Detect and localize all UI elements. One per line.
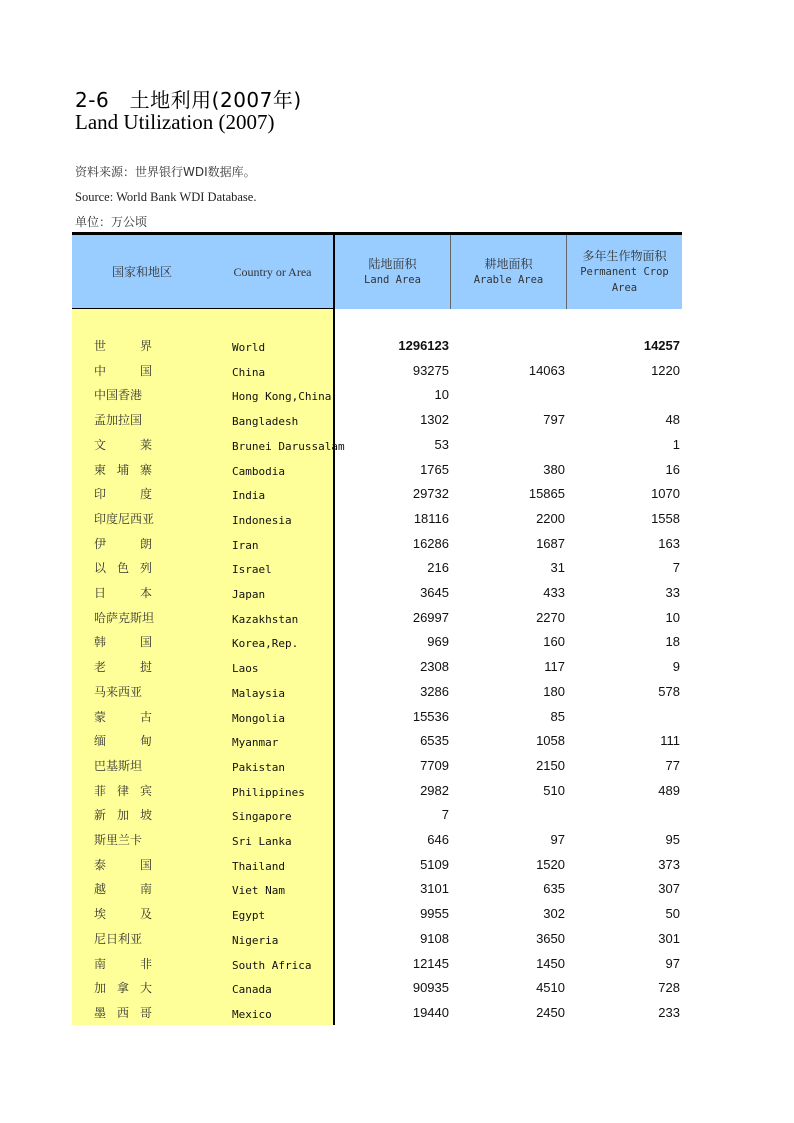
permanent-crop-area-value: 18 — [665, 634, 680, 650]
header-crop-area — [567, 235, 682, 309]
country-name-en: Cambodia — [232, 464, 285, 478]
arable-area-value: 160 — [543, 634, 565, 650]
land-utilization-table — [72, 232, 682, 1025]
arable-area-value: 2200 — [536, 510, 565, 526]
header-crop-en1: Permanent Crop — [580, 266, 669, 278]
country-name-en: Myanmar — [232, 736, 279, 750]
arable-area-value: 117 — [544, 659, 565, 675]
permanent-crop-area-value: 373 — [658, 856, 680, 872]
land-area-value: 53 — [434, 436, 449, 452]
country-name-en: World — [232, 341, 266, 354]
arable-area-value: 1687 — [536, 535, 565, 551]
land-area-value: 1302 — [420, 412, 449, 428]
table-row — [72, 902, 682, 927]
land-area-value: 3101 — [420, 881, 449, 897]
land-area-value: 5109 — [420, 856, 449, 872]
table-row — [72, 408, 682, 433]
country-name-en: Indonesia — [232, 513, 292, 527]
permanent-crop-area-value: 1 — [672, 436, 680, 452]
country-name-cn: 加拿大 — [94, 981, 152, 996]
country-name-en: Viet Nam — [232, 884, 285, 898]
country-name-cn: 世 界 — [94, 339, 152, 353]
country-name-cn: 印 度 — [94, 487, 152, 502]
table-row — [72, 828, 682, 853]
arable-area-value: 14063 — [528, 362, 565, 378]
permanent-crop-area-value: 489 — [658, 782, 680, 798]
land-area-value: 3286 — [420, 683, 449, 699]
land-area-value: 7709 — [420, 757, 449, 773]
country-name-en: Japan — [232, 588, 266, 601]
permanent-crop-area-value: 163 — [658, 535, 680, 551]
permanent-crop-area-value: 48 — [665, 412, 680, 428]
country-name-en: Israel — [232, 563, 272, 577]
country-name-en: Iran — [232, 538, 259, 552]
arable-area-value: 510 — [543, 782, 565, 798]
land-area-value: 2982 — [420, 782, 449, 798]
country-name-cn: 南 非 — [94, 956, 152, 971]
country-name-cn: 伊 朗 — [94, 536, 152, 551]
country-name-en: China — [232, 365, 266, 379]
permanent-crop-area-value: 50 — [665, 906, 680, 922]
table-row — [72, 952, 682, 977]
land-area-value: 3645 — [420, 585, 449, 600]
arable-area-value: 635 — [543, 881, 565, 897]
country-name-cn: 缅 甸 — [94, 734, 152, 749]
permanent-crop-area-value: 7 — [672, 560, 680, 576]
country-name-en: Sri Lanka — [232, 835, 292, 848]
permanent-crop-area-value: 95 — [665, 832, 680, 847]
table-row — [72, 779, 682, 804]
header-country-cn-label: 国家和地区 — [111, 265, 172, 279]
country-name-cn: 中 国 — [94, 363, 152, 378]
permanent-crop-area-value: 578 — [658, 683, 680, 699]
page-title-cn: 2-6 土地利用(2007年) — [75, 88, 302, 112]
land-area-value: 15536 — [412, 708, 449, 724]
arable-area-value: 2270 — [536, 609, 565, 625]
land-area-value: 18116 — [413, 510, 449, 526]
land-area-value: 646 — [427, 832, 449, 847]
header-crop-en2: Area — [611, 282, 638, 294]
country-name-en: Korea,Rep. — [232, 637, 299, 651]
country-name-cn: 新加坡 — [94, 808, 152, 823]
country-name-en: Laos — [232, 662, 259, 676]
country-name-en: Singapore — [232, 810, 292, 824]
country-name-cn: 泰 国 — [94, 857, 152, 872]
country-name-cn: 尼日利亚 — [94, 931, 143, 946]
header-crop-cn: 多年生作物面积 — [582, 249, 667, 263]
country-name-en: Mongolia — [232, 711, 285, 725]
table-row — [72, 507, 682, 532]
arable-area-value: 797 — [543, 412, 565, 428]
arable-area-value: 2450 — [536, 1004, 565, 1020]
arable-area-value: 4510 — [536, 980, 565, 996]
table-row — [72, 482, 682, 507]
country-name-cn: 埃 及 — [94, 907, 152, 922]
country-name-cn: 以色列 — [94, 561, 152, 576]
arable-area-value: 380 — [543, 461, 565, 477]
table-row — [72, 853, 682, 878]
table-row — [72, 705, 682, 730]
permanent-crop-area-value: 9 — [672, 659, 680, 675]
country-name-en: Pakistan — [232, 760, 285, 774]
table-row — [72, 532, 682, 557]
arable-area-value: 15865 — [528, 486, 565, 502]
permanent-crop-area-value: 1558 — [651, 510, 680, 526]
header-country-en-label: Country or Area — [233, 265, 312, 279]
permanent-crop-area-value: 1070 — [651, 486, 680, 502]
arable-area-value: 97 — [550, 832, 565, 847]
table-row — [72, 976, 682, 1001]
table-row — [72, 1001, 682, 1026]
country-name-en: Philippines — [232, 785, 305, 799]
country-name-en: Kazakhstan — [232, 612, 299, 626]
land-area-value: 7 — [441, 807, 449, 823]
permanent-crop-area-value: 1220 — [651, 362, 680, 378]
land-area-value: 26997 — [412, 609, 449, 625]
table-row — [72, 803, 682, 828]
country-name-cn: 蒙 古 — [94, 709, 152, 724]
land-area-value: 93275 — [412, 362, 449, 378]
land-area-value: 9955 — [420, 906, 449, 922]
arable-area-value: 2150 — [536, 757, 565, 773]
land-area-value: 6535 — [420, 733, 449, 749]
country-name-en: Brunei Darussalam — [232, 439, 345, 453]
permanent-crop-area-value: 97 — [665, 955, 680, 971]
arable-area-value: 1450 — [536, 955, 565, 971]
header-country-en — [212, 235, 333, 309]
land-area-value: 16286 — [412, 535, 449, 551]
country-name-en: Nigeria — [232, 933, 279, 947]
country-name-en: Canada — [232, 983, 272, 997]
page-title-en: Land Utilization (2007) — [75, 110, 275, 134]
country-name-en: Hong Kong,China — [232, 390, 332, 404]
arable-area-value: 302 — [543, 906, 565, 922]
table-row — [72, 754, 682, 779]
permanent-crop-area-value: 10 — [665, 609, 680, 625]
country-name-cn: 菲律宾 — [94, 783, 152, 798]
table-row — [72, 581, 682, 606]
land-area-value: 969 — [427, 634, 449, 650]
header-arable-area — [451, 235, 566, 309]
arable-area-value: 1520 — [536, 856, 565, 872]
land-area-value: 29732 — [412, 486, 449, 502]
permanent-crop-area-value: 14257 — [643, 338, 680, 353]
land-area-value: 19440 — [412, 1004, 449, 1020]
arable-area-value: 1058 — [536, 733, 565, 749]
country-name-cn: 马来西亚 — [94, 684, 143, 699]
table-row — [72, 458, 682, 483]
country-name-cn: 韩 国 — [94, 635, 152, 650]
table-row — [72, 383, 682, 408]
header-country-cn — [72, 235, 212, 309]
table-row — [72, 433, 682, 458]
country-name-en: India — [232, 489, 266, 503]
table-row — [72, 630, 682, 655]
permanent-crop-area-value: 77 — [665, 757, 680, 773]
source-note-cn: 资料来源：世界银行WDI数据库。 — [75, 165, 256, 179]
table-row — [72, 556, 682, 581]
country-name-en: Malaysia — [232, 686, 285, 700]
permanent-crop-area-value: 111 — [660, 733, 680, 749]
table-row — [72, 680, 682, 705]
permanent-crop-area-value: 16 — [665, 461, 680, 477]
country-name-en: South Africa — [232, 958, 312, 972]
permanent-crop-area-value: 233 — [658, 1004, 680, 1020]
country-name-en: Mexico — [232, 1007, 272, 1021]
table-row — [72, 729, 682, 754]
permanent-crop-area-value: 307 — [658, 881, 680, 897]
land-area-value: 216 — [427, 560, 449, 576]
header-land-area — [335, 235, 450, 309]
land-area-value: 9108 — [420, 930, 449, 946]
country-name-cn: 哈萨克斯坦 — [94, 610, 155, 625]
unit-note: 单位：万公顷 — [75, 215, 148, 229]
land-area-value: 1765 — [420, 461, 449, 477]
country-name-cn: 柬埔寨 — [94, 462, 152, 477]
land-area-value: 1296123 — [398, 338, 449, 353]
country-name-cn: 孟加拉国 — [94, 413, 143, 428]
arable-area-value: 3650 — [536, 930, 565, 946]
country-name-cn: 老 挝 — [94, 660, 152, 675]
permanent-crop-area-value: 301 — [658, 930, 680, 946]
table-row — [72, 877, 682, 902]
land-area-value: 2308 — [420, 659, 449, 675]
header-land-cn: 陆地面积 — [368, 257, 417, 271]
country-name-cn: 越 南 — [94, 882, 152, 897]
country-name-cn: 斯里兰卡 — [94, 833, 143, 847]
country-name-cn: 印度尼西亚 — [94, 511, 155, 526]
table-row — [72, 359, 682, 384]
table-row — [72, 606, 682, 631]
table-row — [72, 655, 682, 680]
arable-area-value: 85 — [550, 708, 565, 724]
permanent-crop-area-value: 33 — [665, 585, 680, 600]
land-area-value: 12145 — [412, 955, 449, 971]
arable-area-value: 433 — [543, 585, 565, 600]
header-arable-cn: 耕地面积 — [484, 257, 533, 271]
header-arable-en: Arable Area — [473, 274, 544, 286]
country-name-cn: 中国香港 — [94, 388, 143, 403]
land-area-value: 90935 — [412, 980, 449, 996]
country-name-cn: 巴基斯坦 — [94, 758, 143, 773]
country-name-cn: 墨西哥 — [94, 1005, 152, 1020]
country-name-en: Egypt — [232, 909, 266, 923]
permanent-crop-area-value: 728 — [658, 980, 680, 996]
header-land-en: Land Area — [364, 274, 421, 286]
table-row — [72, 927, 682, 952]
table-row — [72, 334, 682, 359]
source-note-en: Source: World Bank WDI Database. — [75, 190, 257, 204]
arable-area-value: 180 — [543, 683, 565, 699]
country-name-cn: 日 本 — [94, 586, 152, 600]
land-area-value: 10 — [434, 387, 449, 403]
country-name-en: Bangladesh — [232, 415, 299, 429]
country-name-cn: 文 莱 — [94, 437, 152, 452]
arable-area-value: 31 — [550, 560, 565, 576]
country-name-en: Thailand — [232, 859, 285, 873]
